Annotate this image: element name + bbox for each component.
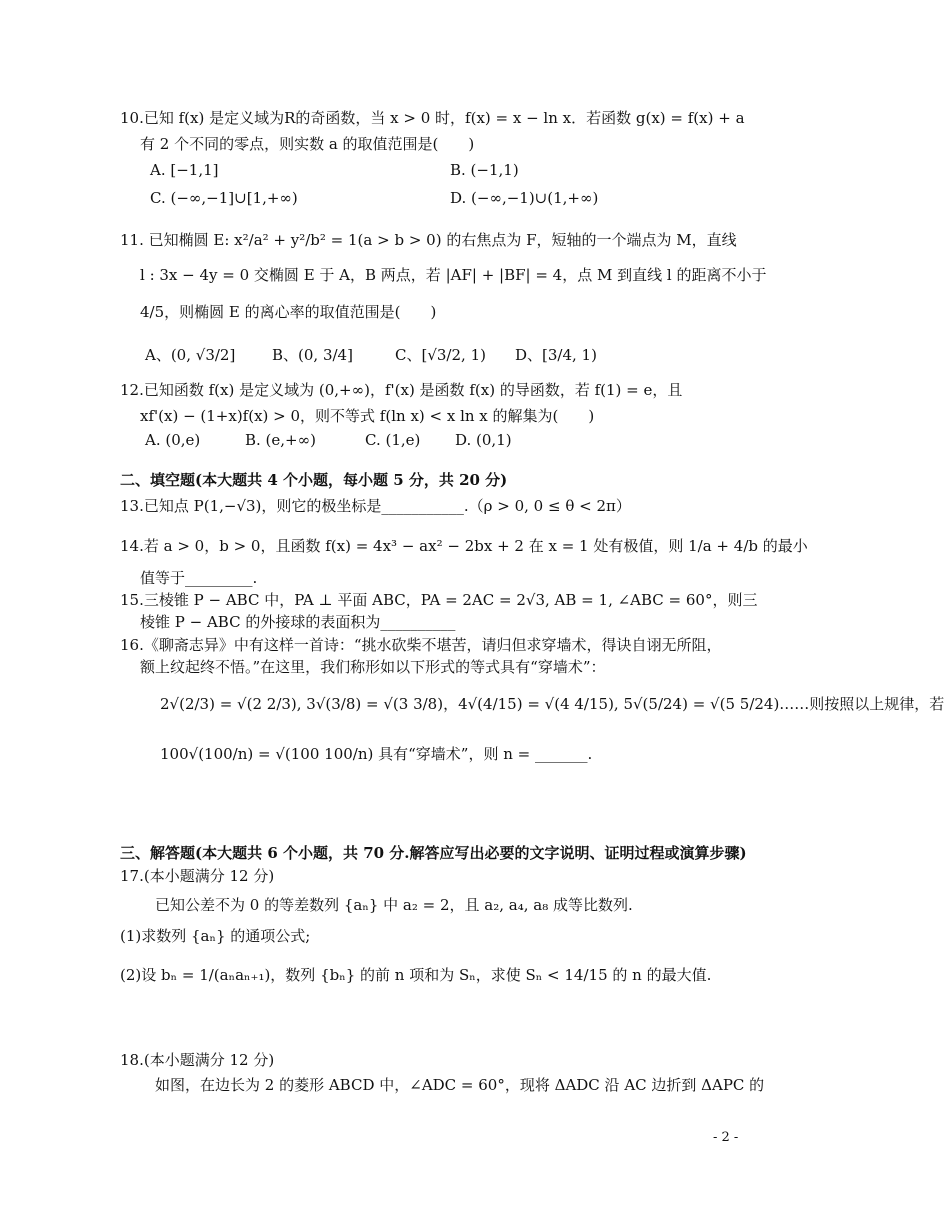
q11-option-a: A、(0, √3/2]	[145, 346, 236, 364]
q12-option-d: D. (0,1)	[455, 431, 512, 449]
q10-line2: 有 2 个不同的零点，则实数 a 的取值范围是( )	[140, 135, 475, 153]
q17-head: 17.(本小题满分 12 分)	[120, 867, 275, 885]
q16-line2: 额上纹起终不悟。”在这里，我们称形如以下形式的等式具有“穿墙术”：	[140, 658, 606, 676]
q10-option-c: C. (−∞,−1]∪[1,+∞)	[150, 189, 298, 207]
q18-head: 18.(本小题满分 12 分)	[120, 1051, 275, 1069]
q12-line1: 12.已知函数 f(x) 是定义域为 (0,+∞)，f'(x) 是函数 f(x) 的导函数，若 f(1) = e，且	[120, 381, 683, 399]
q16-line3: 2√(2/3) = √(2 2/3), 3√(3/8) = √(3 3/8)，4√(4/15) = √(4 4/15), 5√(5/24) = √(5 5/24)……则按照以上规律，若	[160, 695, 944, 713]
page-number: - 2 -	[713, 1130, 739, 1145]
q10-line1: 10.已知 f(x) 是定义域为R的奇函数，当 x > 0 时，f(x) = x − ln x．若函数 g(x) = f(x) + a	[120, 109, 745, 127]
q12-line2: xf'(x) − (1+x)f(x) > 0，则不等式 f(ln x) < x ln x 的解集为( )	[140, 407, 595, 425]
q12-option-b: B. (e,+∞)	[245, 431, 316, 449]
q11-line3: 4/5，则椭圆 E 的离心率的取值范围是( )	[140, 303, 437, 321]
q11-line1: 11. 已知椭圆 E: x²/a² + y²/b² = 1(a > b > 0) 的右焦点为 F，短轴的一个端点为 M，直线	[120, 231, 737, 249]
q18-line1: 如图，在边长为 2 的菱形 ABCD 中，∠ADC = 60°，现将 ΔADC 沿 AC 边折到 ΔAPC 的	[155, 1076, 765, 1094]
q16-line1: 16.《聊斋志异》中有这样一首诗：“挑水砍柴不堪苦，请归但求穿墙术，得诀自诩无所阻，	[120, 636, 722, 654]
q12-option-c: C. (1,e)	[365, 431, 421, 449]
section2-title: 二、填空题(本大题共 4 个小题，每小题 5 分，共 20 分)	[120, 471, 508, 489]
q10-option-a: A. [−1,1]	[150, 161, 219, 179]
q17-part2: (2)设 bₙ = 1/(aₙaₙ₊₁)，数列 {bₙ} 的前 n 项和为 Sₙ，求使 Sₙ < 14/15 的 n 的最大值.	[120, 966, 712, 984]
q17-line1: 已知公差不为 0 的等差数列 {aₙ} 中 a₂ = 2，且 a₂, a₄, a₈ 成等比数列.	[155, 896, 633, 914]
q14-line1: 14.若 a > 0，b > 0，且函数 f(x) = 4x³ − ax² − 2bx + 2 在 x = 1 处有极值，则 1/a + 4/b 的最小	[120, 537, 808, 555]
q16-line4: 100√(100/n) = √(100 100/n) 具有“穿墙术”，则 n = _______.	[160, 745, 593, 763]
q12-option-a: A. (0,e)	[145, 431, 201, 449]
section3-title: 三、解答题(本大题共 6 个小题，共 70 分.解答应写出必要的文字说明、证明过程或演算步骤)	[120, 844, 747, 862]
q13-line1: 13.已知点 P(1,−√3)，则它的极坐标是___________.（ρ > 0, 0 ≤ θ < 2π）	[120, 497, 631, 515]
q11-option-b: B、(0, 3/4]	[272, 346, 353, 364]
q15-line1: 15.三棱锥 P − ABC 中，PA ⊥ 平面 ABC，PA = 2AC = 2√3, AB = 1, ∠ABC = 60°，则三	[120, 591, 758, 609]
q15-line2: 棱锥 P − ABC 的外接球的表面积为__________	[140, 613, 456, 631]
q11-option-c: C、[√3/2, 1)	[395, 346, 486, 364]
q10-option-b: B. (−1,1)	[450, 161, 519, 179]
q14-line2: 值等于_________.	[140, 569, 258, 587]
q11-line2: l : 3x − 4y = 0 交椭圆 E 于 A，B 两点，若 |AF| + |BF| = 4，点 M 到直线 l 的距离不小于	[140, 266, 767, 284]
q17-part1: (1)求数列 {aₙ} 的通项公式;	[120, 927, 311, 945]
q11-option-d: D、[3/4, 1)	[515, 346, 597, 364]
q10-option-d: D. (−∞,−1)∪(1,+∞)	[450, 189, 599, 207]
